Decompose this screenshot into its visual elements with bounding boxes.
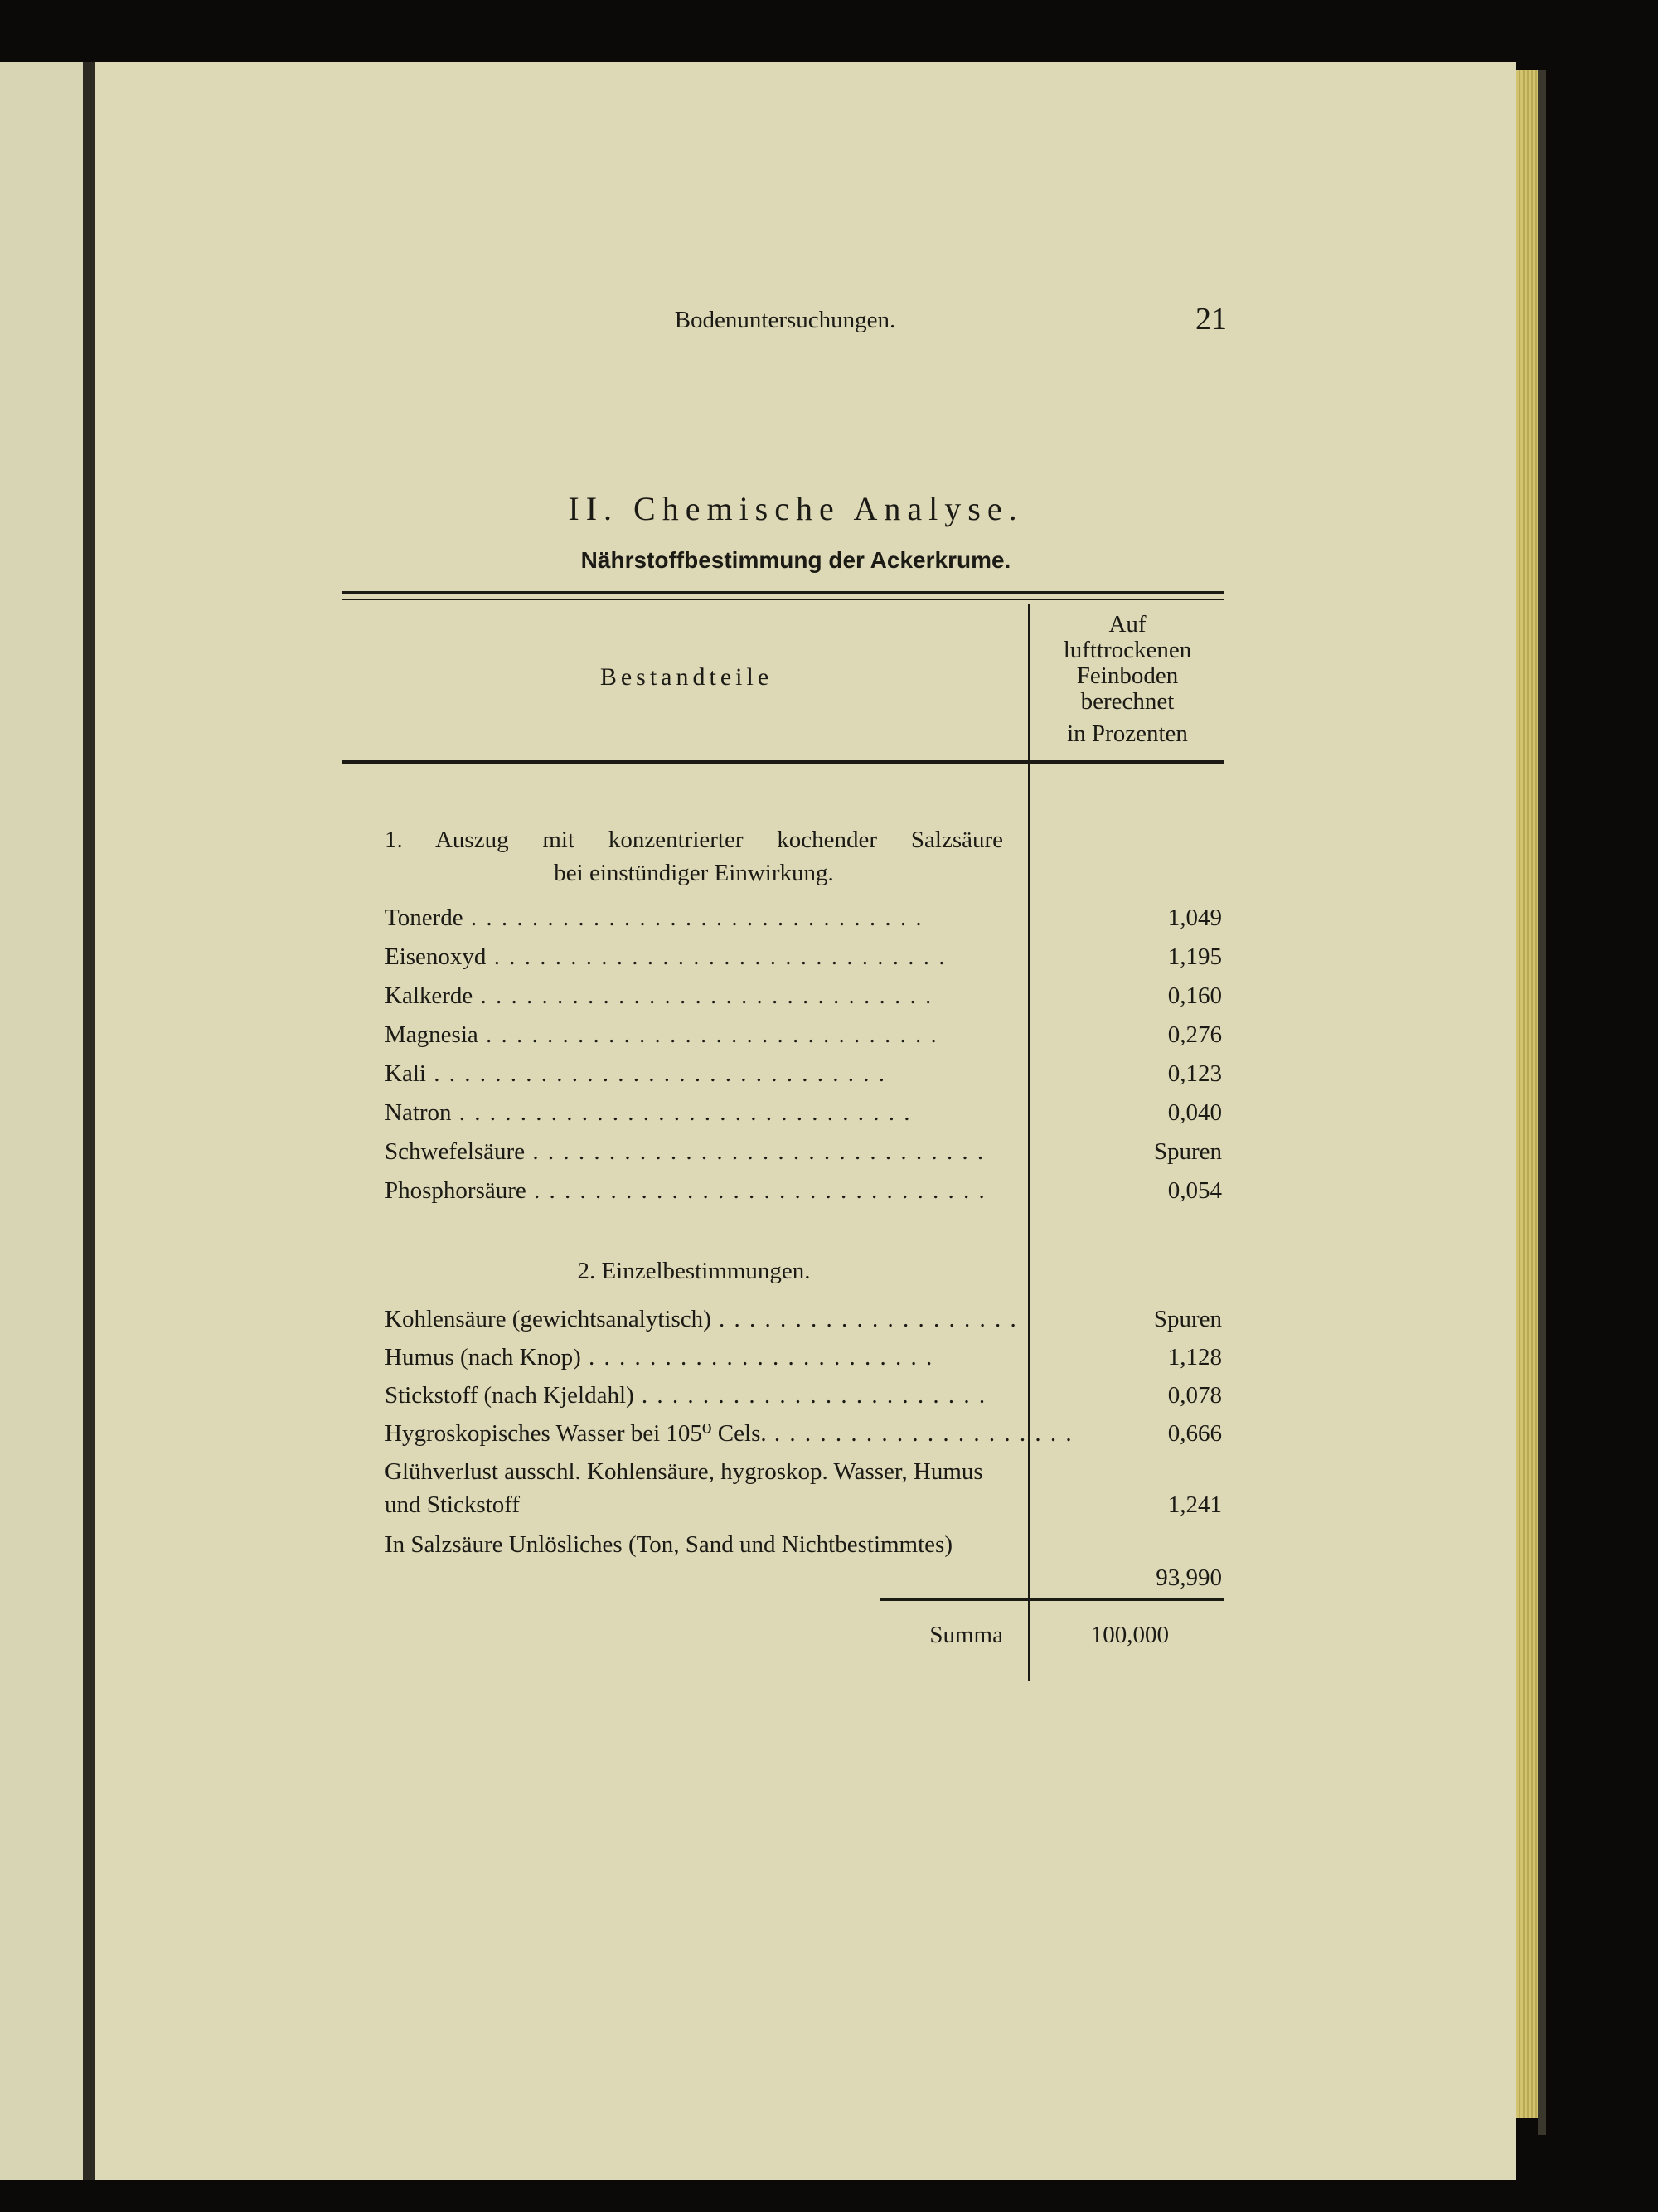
row-label: Kalkerde . . . . . . . . . . . . . . . . . . . . . . . . . . . . . . <box>385 982 933 1009</box>
left-page-edge <box>0 62 83 2180</box>
row-label: Natron . . . . . . . . . . . . . . . . . . . . . . . . . . . . . . <box>385 1099 912 1126</box>
row-label: Kohlensäure (gewichtsanalytisch) . . . . . . . . . . . . . . . . . . . . <box>385 1306 1018 1332</box>
header-line: Auf <box>1108 611 1147 638</box>
table-caption: Nährstoffbestimmung der Ackerkrume. <box>580 547 1011 573</box>
table-row <box>385 1096 1222 1129</box>
row-label: Schwefelsäure . . . . . . . . . . . . . . . . . . . . . . . . . . . . . . <box>385 1138 986 1165</box>
table-top-rule-thick <box>342 591 1224 594</box>
table-row <box>385 1302 1222 1336</box>
row-value: 93,990 <box>1156 1564 1222 1591</box>
section1-heading-line2: bei einstündiger Einwirkung. <box>554 860 834 886</box>
header-line: Feinboden <box>1076 662 1179 689</box>
summa-rule <box>880 1598 1224 1601</box>
section2-heading: 2. Einzelbestimmungen. <box>577 1258 811 1284</box>
row-label: Glühverlust ausschl. Kohlensäure, hygroskop. Wasser, Humus und Stickstoff <box>385 1458 983 1518</box>
table-row <box>385 1528 1222 1594</box>
book-cover-edge <box>1538 70 1546 2135</box>
section1-heading-line1: 1. Auszug mit konzentrierter kochender Salzsäure <box>385 827 1003 853</box>
header-bottom-rule <box>342 760 1224 764</box>
row-value: 0,040 <box>1167 1099 1222 1126</box>
table-row <box>385 940 1222 973</box>
header-line: in Prozenten <box>1067 720 1188 747</box>
row-label: Eisenoxyd . . . . . . . . . . . . . . . . . . . . . . . . . . . . . . <box>385 943 947 970</box>
row-label: Hygroskopisches Wasser bei 105⁰ Cels. . . . . . . . . . . . . . . . . . . . . <box>385 1420 1074 1447</box>
table-top-rule-thin <box>342 599 1224 600</box>
table-row <box>385 1417 1222 1450</box>
summa-label: Summa <box>929 1622 1003 1648</box>
table-row <box>385 1018 1222 1051</box>
row-value: 0,123 <box>1167 1060 1222 1087</box>
table-row <box>385 1455 1222 1521</box>
row-label: Phosphorsäure . . . . . . . . . . . . . . . . . . . . . . . . . . . . . . <box>385 1177 987 1204</box>
table-row <box>385 1341 1222 1374</box>
row-value: 0,054 <box>1167 1177 1222 1204</box>
page-block-edge <box>1516 70 1538 2118</box>
row-label: Stickstoff (nach Kjeldahl) . . . . . . . . . . . . . . . . . . . . . . . <box>385 1382 987 1409</box>
row-value: 0,276 <box>1167 1021 1222 1048</box>
book-gutter <box>83 62 95 2180</box>
row-value: 1,195 <box>1167 943 1222 970</box>
row-value: 0,666 <box>1167 1420 1222 1447</box>
table-row <box>385 1135 1222 1168</box>
running-title: Bodenuntersuchungen. <box>674 307 896 333</box>
section-title: II. Chemische Analyse. <box>568 490 1024 527</box>
column-header-bestandteile: Bestandteile <box>599 663 773 691</box>
column-header-prozente <box>1031 612 1224 747</box>
row-label: Kali . . . . . . . . . . . . . . . . . . . . . . . . . . . . . . <box>385 1060 886 1087</box>
header-line: berechnet <box>1080 688 1175 715</box>
table-row <box>385 1174 1222 1207</box>
row-value: 0,160 <box>1167 982 1222 1009</box>
row-value: Spuren <box>1153 1306 1222 1332</box>
table-row <box>385 901 1222 934</box>
row-value: 1,049 <box>1167 905 1222 931</box>
row-label: Tonerde . . . . . . . . . . . . . . . . . . . . . . . . . . . . . . <box>385 905 924 931</box>
table-row <box>385 979 1222 1012</box>
row-value: Spuren <box>1153 1138 1222 1165</box>
summa-value: 100,000 <box>1090 1622 1169 1648</box>
row-value: 1,128 <box>1167 1344 1222 1370</box>
table-row <box>385 1057 1222 1090</box>
header-line: lufttrockenen <box>1063 637 1192 663</box>
row-label: In Salzsäure Unlösliches (Ton, Sand und Nichtbestimmtes) <box>385 1531 953 1558</box>
row-value: 0,078 <box>1167 1382 1222 1409</box>
row-value: 1,241 <box>1167 1492 1222 1518</box>
row-label: Humus (nach Knop) . . . . . . . . . . . . . . . . . . . . . . . <box>385 1344 934 1370</box>
page-number: 21 <box>1195 302 1227 337</box>
table-row <box>385 1379 1222 1412</box>
section1-heading <box>385 823 1003 890</box>
row-label: Magnesia . . . . . . . . . . . . . . . . . . . . . . . . . . . . . . <box>385 1021 938 1048</box>
